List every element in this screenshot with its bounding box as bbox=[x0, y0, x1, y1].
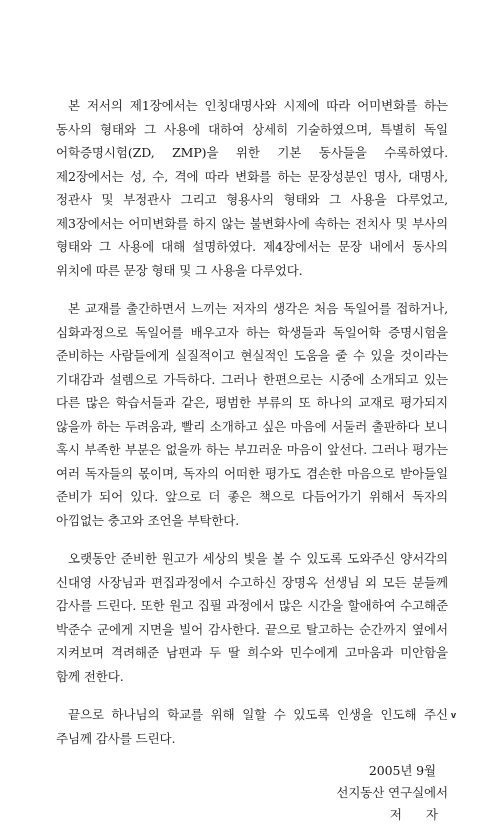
signoff-author: 저 자 bbox=[389, 807, 448, 822]
preface-paragraph-3: 오랫동안 준비한 원고가 세상의 빛을 볼 수 있도록 도와주신 양서각의 신대영 사장님과 편집과정에서 수고하신 장명옥 선생님 외 모든 분들께 감사를 드린다. 또한 원고 집필 과정에서 많은 시간을 할애하여 수고해준 박준수 군에게 지면을 빌어 감사한다. 끝으로 탈고하는 순간까지 옆에서 지켜보며 격려해준 남편과 두 딸 희수와 민수에게 고마움과 미안함을 함께 전한다. bbox=[56, 551, 448, 684]
signoff-block bbox=[56, 760, 448, 826]
preface-paragraph-2: 본 교재를 출간하면서 느끼는 저자의 생각은 처음 독일어를 접하거나, 심화과정으로 독일어를 배우고자 하는 학생들과 독일어학 증명시험을 준비하는 사람들에게 실질적이고 현실적인 도움을 줄 수 있을 것이라는 기대감과 설렘으로 가득하다. 그러나 한편으로는 시중에 소개되고 있는 다른 많은 학습서들과 같은, 평범한 부류의 또 하나의 교재로 평가되지 않을까 하는 두려움과, 빨리 소개하고 싶은 마음에 서둘러 출판하다 보니 혹시 부족한 부분은 없을까 하는 부끄러운 마음이 앞선다. 그러나 평가는 여러 독자들의 몫이며, 독자의 어떠한 평가도 겸손한 마음으로 받아들일 준비가 되어 있다. 앞으로 더 좋은 책으로 다듬어가기 위해서 독자의 아낌없는 충고와 조언을 부탁한다. bbox=[56, 301, 448, 528]
preface-paragraph-4: 끝으로 하나님의 학교를 위해 일할 수 있도록 인생을 인도해 주신 주님께 감사를 드린다. bbox=[56, 707, 448, 746]
signoff-place: 선지동산 연구실에서 bbox=[336, 785, 448, 800]
signoff-date: 2005년 9월 bbox=[368, 763, 436, 778]
preface-body bbox=[56, 94, 448, 826]
page-number: v bbox=[450, 710, 456, 720]
preface-paragraph-1: 본 저서의 제1장에서는 인칭대명사와 시제에 따라 어미변화를 하는 동사의 형태와 그 사용에 대하여 상세히 기술하였으며, 특별히 독일 어학증명시험(ZD, ZMP)을 위한 기본 동사들을 수록하였다. 제2장에서는 성, 수, 격에 따라 변화를 하는 문장성분인 명사, 대명사, 정관사 및 부정관사 그리고 형용사의 형태와 그 사용을 다루었고, 제3장에서는 어미변화를 하지 않는 불변화사에 속하는 전치사 및 부사의 형태와 그 사용에 대해 설명하였다. 제4장에서는 문장 내에서 동사의 위치에 따른 문장 형태 및 그 사용을 다루었다. bbox=[56, 98, 448, 278]
